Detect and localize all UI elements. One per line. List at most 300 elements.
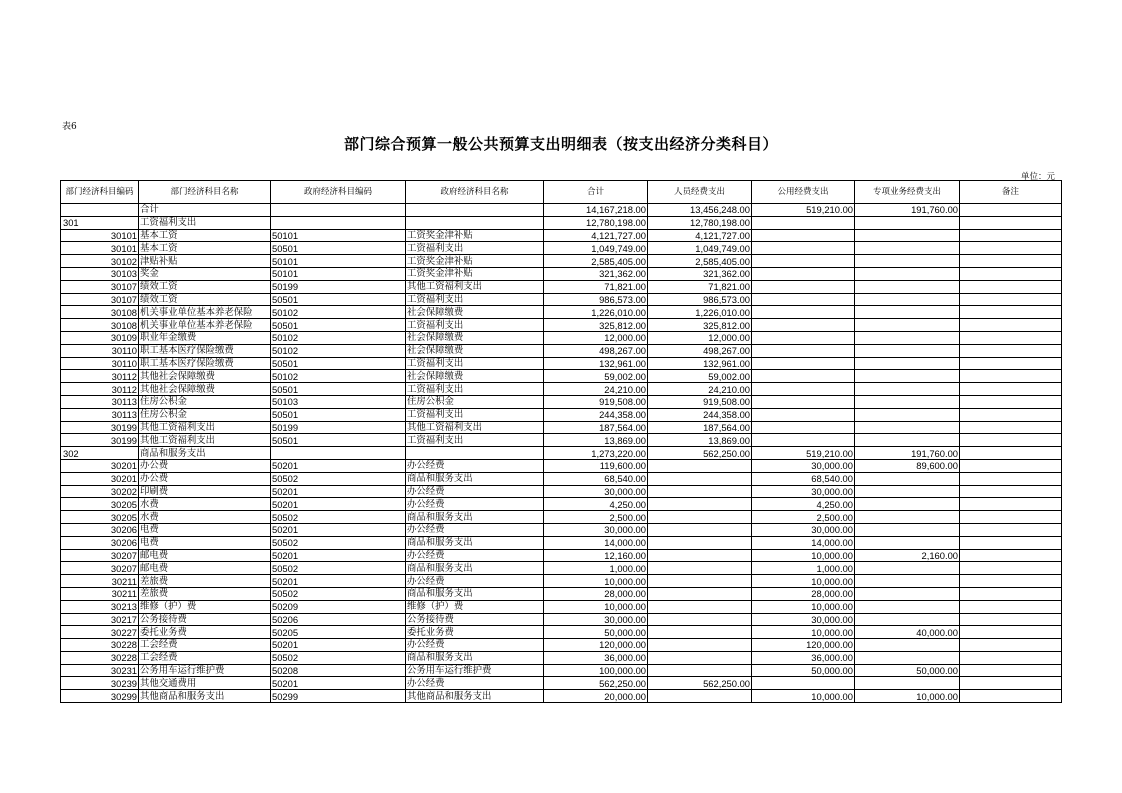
- dept-name-cell: 邮电费: [139, 562, 271, 575]
- public-cell: [752, 267, 855, 280]
- gov-code-cell: 50501: [271, 383, 406, 396]
- personnel-cell: 24,210.00: [648, 383, 752, 396]
- public-cell: 28,000.00: [752, 587, 855, 600]
- gov-code-cell: 50201: [271, 575, 406, 588]
- gov-code-cell: 50102: [271, 306, 406, 319]
- total-cell: 120,000.00: [544, 639, 648, 652]
- dept-name-cell: 职工基本医疗保险缴费: [139, 344, 271, 357]
- gov-code-cell: 50199: [271, 280, 406, 293]
- public-cell: 10,000.00: [752, 600, 855, 613]
- gov-code-cell: 50102: [271, 344, 406, 357]
- table-row: [61, 306, 1062, 319]
- dept-name-cell: 机关事业单位基本养老保险: [139, 319, 271, 332]
- total-cell: 562,250.00: [544, 677, 648, 690]
- total-cell: 100,000.00: [544, 664, 648, 677]
- dept-name-cell: 住房公积金: [139, 395, 271, 408]
- public-cell: 68,540.00: [752, 472, 855, 485]
- dept-code-cell: 30206: [61, 523, 139, 536]
- remark-cell: [960, 690, 1062, 703]
- special-cell: [855, 319, 960, 332]
- personnel-cell: 498,267.00: [648, 344, 752, 357]
- table-number: 表6: [62, 122, 77, 132]
- total-cell: 1,226,010.00: [544, 306, 648, 319]
- total-cell: 28,000.00: [544, 587, 648, 600]
- total-cell: 12,780,198.00: [544, 216, 648, 229]
- dept-name-cell: 水费: [139, 511, 271, 524]
- dept-code-cell: 30217: [61, 613, 139, 626]
- personnel-cell: [648, 690, 752, 703]
- personnel-cell: 2,585,405.00: [648, 255, 752, 268]
- gov-code-cell: 50501: [271, 408, 406, 421]
- total-cell: 119,600.00: [544, 459, 648, 472]
- remark-cell: [960, 204, 1062, 217]
- gov-name-cell: 工资奖金津补贴: [406, 255, 544, 268]
- gov-name-cell: 工资福利支出: [406, 383, 544, 396]
- public-cell: [752, 370, 855, 383]
- personnel-cell: 187,564.00: [648, 421, 752, 434]
- total-cell: 12,160.00: [544, 549, 648, 562]
- dept-name-cell: 工会经费: [139, 651, 271, 664]
- personnel-cell: [648, 626, 752, 639]
- remark-cell: [960, 293, 1062, 306]
- dept-code-cell: 30101: [61, 229, 139, 242]
- personnel-cell: [648, 651, 752, 664]
- dept-name-cell: 办公费: [139, 459, 271, 472]
- remark-cell: [960, 357, 1062, 370]
- dept-name-cell: 商品和服务支出: [139, 447, 271, 460]
- gov-name-cell: 维修（护）费: [406, 600, 544, 613]
- dept-code-cell: 30205: [61, 511, 139, 524]
- dept-name-cell: 其他工资福利支出: [139, 421, 271, 434]
- public-cell: [752, 216, 855, 229]
- total-cell: 14,000.00: [544, 536, 648, 549]
- total-cell: 4,121,727.00: [544, 229, 648, 242]
- remark-cell: [960, 395, 1062, 408]
- personnel-cell: [648, 549, 752, 562]
- dept-code-cell: 30113: [61, 408, 139, 421]
- remark-cell: [960, 626, 1062, 639]
- table-row: [61, 613, 1062, 626]
- total-cell: 30,000.00: [544, 613, 648, 626]
- gov-name-cell: 社会保障缴费: [406, 344, 544, 357]
- personnel-cell: 12,780,198.00: [648, 216, 752, 229]
- personnel-cell: 1,226,010.00: [648, 306, 752, 319]
- public-cell: [752, 344, 855, 357]
- gov-code-cell: 50501: [271, 293, 406, 306]
- gov-code-cell: 50201: [271, 523, 406, 536]
- special-cell: [855, 280, 960, 293]
- special-cell: [855, 293, 960, 306]
- total-cell: 71,821.00: [544, 280, 648, 293]
- dept-name-cell: 住房公积金: [139, 408, 271, 421]
- special-cell: [855, 523, 960, 536]
- gov-name-cell: 社会保障缴费: [406, 331, 544, 344]
- total-cell: 30,000.00: [544, 485, 648, 498]
- remark-cell: [960, 511, 1062, 524]
- remark-cell: [960, 408, 1062, 421]
- remark-cell: [960, 600, 1062, 613]
- special-cell: 50,000.00: [855, 664, 960, 677]
- table-row: [61, 204, 1062, 217]
- dept-name-cell: 水费: [139, 498, 271, 511]
- table-row: [61, 677, 1062, 690]
- dept-code-cell: 30202: [61, 485, 139, 498]
- dept-code-cell: 30113: [61, 395, 139, 408]
- remark-cell: [960, 459, 1062, 472]
- public-cell: 36,000.00: [752, 651, 855, 664]
- dept-code-cell: 30112: [61, 370, 139, 383]
- dept-code-cell: 30109: [61, 331, 139, 344]
- gov-name-cell: 办公经费: [406, 639, 544, 652]
- total-cell: 2,585,405.00: [544, 255, 648, 268]
- total-cell: 68,540.00: [544, 472, 648, 485]
- dept-name-cell: 其他交通费用: [139, 677, 271, 690]
- dept-code-cell: 30207: [61, 562, 139, 575]
- public-cell: 1,000.00: [752, 562, 855, 575]
- total-cell: 1,000.00: [544, 562, 648, 575]
- gov-name-cell: 工资福利支出: [406, 408, 544, 421]
- gov-name-cell: 商品和服务支出: [406, 587, 544, 600]
- special-cell: 89,600.00: [855, 459, 960, 472]
- dept-code-cell: 30199: [61, 434, 139, 447]
- table-row: [61, 511, 1062, 524]
- gov-code-cell: [271, 447, 406, 460]
- personnel-cell: 13,869.00: [648, 434, 752, 447]
- remark-cell: [960, 331, 1062, 344]
- remark-cell: [960, 434, 1062, 447]
- table-row: [61, 370, 1062, 383]
- table-row: [61, 651, 1062, 664]
- public-cell: 30,000.00: [752, 523, 855, 536]
- public-cell: [752, 421, 855, 434]
- gov-code-cell: 50103: [271, 395, 406, 408]
- dept-name-cell: 职工基本医疗保险缴费: [139, 357, 271, 370]
- gov-code-cell: 50201: [271, 639, 406, 652]
- table-row: [61, 242, 1062, 255]
- remark-cell: [960, 370, 1062, 383]
- table-row: [61, 549, 1062, 562]
- table-row: [61, 498, 1062, 511]
- personnel-cell: [648, 639, 752, 652]
- gov-code-cell: 50502: [271, 587, 406, 600]
- total-cell: 2,500.00: [544, 511, 648, 524]
- dept-name-cell: 其他工资福利支出: [139, 434, 271, 447]
- dept-code-cell: 30213: [61, 600, 139, 613]
- public-cell: [752, 395, 855, 408]
- gov-code-cell: 50101: [271, 267, 406, 280]
- personnel-cell: 325,812.00: [648, 319, 752, 332]
- special-cell: [855, 485, 960, 498]
- total-cell: 498,267.00: [544, 344, 648, 357]
- remark-cell: [960, 664, 1062, 677]
- column-header: 政府经济科目名称: [406, 181, 544, 204]
- public-cell: 30,000.00: [752, 613, 855, 626]
- gov-name-cell: 工资福利支出: [406, 434, 544, 447]
- gov-name-cell: 办公经费: [406, 677, 544, 690]
- dept-code-cell: 30201: [61, 459, 139, 472]
- table-row: [61, 472, 1062, 485]
- special-cell: [855, 421, 960, 434]
- total-cell: 321,362.00: [544, 267, 648, 280]
- gov-name-cell: 办公经费: [406, 523, 544, 536]
- gov-code-cell: 50201: [271, 459, 406, 472]
- total-cell: 59,002.00: [544, 370, 648, 383]
- personnel-cell: 12,000.00: [648, 331, 752, 344]
- dept-code-cell: 30231: [61, 664, 139, 677]
- gov-code-cell: 50205: [271, 626, 406, 639]
- personnel-cell: [648, 587, 752, 600]
- public-cell: [752, 319, 855, 332]
- special-cell: [855, 498, 960, 511]
- total-cell: 30,000.00: [544, 523, 648, 536]
- dept-name-cell: 公务接待费: [139, 613, 271, 626]
- remark-cell: [960, 472, 1062, 485]
- total-cell: 20,000.00: [544, 690, 648, 703]
- dept-code-cell: 30112: [61, 383, 139, 396]
- public-cell: [752, 242, 855, 255]
- total-cell: 986,573.00: [544, 293, 648, 306]
- table-row: [61, 395, 1062, 408]
- remark-cell: [960, 280, 1062, 293]
- personnel-cell: 986,573.00: [648, 293, 752, 306]
- gov-name-cell: 工资福利支出: [406, 293, 544, 306]
- remark-cell: [960, 536, 1062, 549]
- gov-code-cell: 50501: [271, 242, 406, 255]
- public-cell: 519,210.00: [752, 447, 855, 460]
- total-cell: 244,358.00: [544, 408, 648, 421]
- gov-code-cell: 50201: [271, 677, 406, 690]
- dept-name-cell: 机关事业单位基本养老保险: [139, 306, 271, 319]
- total-cell: 1,273,220.00: [544, 447, 648, 460]
- gov-code-cell: 50502: [271, 511, 406, 524]
- gov-code-cell: 50502: [271, 562, 406, 575]
- table-row: [61, 344, 1062, 357]
- table-row: [61, 434, 1062, 447]
- remark-cell: [960, 549, 1062, 562]
- total-cell: 13,869.00: [544, 434, 648, 447]
- dept-code-cell: 30201: [61, 472, 139, 485]
- table-row: [61, 523, 1062, 536]
- remark-cell: [960, 498, 1062, 511]
- special-cell: [855, 216, 960, 229]
- public-cell: [752, 280, 855, 293]
- remark-cell: [960, 677, 1062, 690]
- public-cell: [752, 408, 855, 421]
- personnel-cell: 1,049,749.00: [648, 242, 752, 255]
- dept-code-cell: 30206: [61, 536, 139, 549]
- public-cell: 120,000.00: [752, 639, 855, 652]
- special-cell: [855, 677, 960, 690]
- gov-code-cell: 50102: [271, 370, 406, 383]
- gov-name-cell: 办公经费: [406, 459, 544, 472]
- remark-cell: [960, 421, 1062, 434]
- remark-cell: [960, 562, 1062, 575]
- dept-name-cell: 其他社会保障缴费: [139, 383, 271, 396]
- personnel-cell: [648, 511, 752, 524]
- dept-code-cell: 30110: [61, 357, 139, 370]
- public-cell: [752, 383, 855, 396]
- total-cell: 36,000.00: [544, 651, 648, 664]
- personnel-cell: 71,821.00: [648, 280, 752, 293]
- dept-name-cell: 绩效工资: [139, 280, 271, 293]
- personnel-cell: 244,358.00: [648, 408, 752, 421]
- table-row: [61, 587, 1062, 600]
- dept-code-cell: 30228: [61, 639, 139, 652]
- table-row: [61, 331, 1062, 344]
- personnel-cell: 562,250.00: [648, 677, 752, 690]
- gov-name-cell: 公务用车运行维护费: [406, 664, 544, 677]
- dept-code-cell: 301: [61, 216, 139, 229]
- dept-name-cell: 基本工资: [139, 242, 271, 255]
- dept-name-cell: 职业年金缴费: [139, 331, 271, 344]
- gov-code-cell: 50501: [271, 319, 406, 332]
- public-cell: 2,500.00: [752, 511, 855, 524]
- page-title: 部门综合预算一般公共预算支出明细表（按支出经济分类科目）: [343, 135, 778, 153]
- dept-code-cell: 302: [61, 447, 139, 460]
- special-cell: [855, 511, 960, 524]
- remark-cell: [960, 651, 1062, 664]
- budget-table: [60, 180, 1062, 703]
- public-cell: 519,210.00: [752, 204, 855, 217]
- gov-code-cell: 50101: [271, 229, 406, 242]
- personnel-cell: [648, 664, 752, 677]
- personnel-cell: [648, 523, 752, 536]
- dept-code-cell: 30299: [61, 690, 139, 703]
- personnel-cell: 562,250.00: [648, 447, 752, 460]
- gov-name-cell: 其他商品和服务支出: [406, 690, 544, 703]
- public-cell: 4,250.00: [752, 498, 855, 511]
- gov-code-cell: 50102: [271, 331, 406, 344]
- gov-name-cell: 其他工资福利支出: [406, 421, 544, 434]
- gov-code-cell: 50208: [271, 664, 406, 677]
- special-cell: [855, 536, 960, 549]
- public-cell: [752, 677, 855, 690]
- total-cell: 12,000.00: [544, 331, 648, 344]
- gov-code-cell: 50501: [271, 434, 406, 447]
- gov-name-cell: 办公经费: [406, 485, 544, 498]
- public-cell: [752, 331, 855, 344]
- gov-name-cell: 公务接待费: [406, 613, 544, 626]
- gov-code-cell: 50201: [271, 549, 406, 562]
- special-cell: 2,160.00: [855, 549, 960, 562]
- dept-code-cell: 30205: [61, 498, 139, 511]
- special-cell: [855, 229, 960, 242]
- table-row: [61, 280, 1062, 293]
- public-cell: [752, 434, 855, 447]
- gov-name-cell: 工资福利支出: [406, 319, 544, 332]
- table-row: [61, 447, 1062, 460]
- special-cell: 191,760.00: [855, 447, 960, 460]
- public-cell: 14,000.00: [752, 536, 855, 549]
- table-row: [61, 267, 1062, 280]
- dept-code-cell: 30110: [61, 344, 139, 357]
- personnel-cell: [648, 459, 752, 472]
- dept-name-cell: 办公费: [139, 472, 271, 485]
- gov-code-cell: 50501: [271, 357, 406, 370]
- table-row: [61, 293, 1062, 306]
- total-cell: 187,564.00: [544, 421, 648, 434]
- gov-name-cell: 商品和服务支出: [406, 651, 544, 664]
- personnel-cell: 321,362.00: [648, 267, 752, 280]
- gov-name-cell: 办公经费: [406, 575, 544, 588]
- table-row: [61, 459, 1062, 472]
- gov-code-cell: [271, 204, 406, 217]
- table-header-row: [61, 181, 1062, 204]
- column-header: 部门经济科目名称: [139, 181, 271, 204]
- table-row: [61, 408, 1062, 421]
- remark-cell: [960, 613, 1062, 626]
- column-header: 合计: [544, 181, 648, 204]
- total-cell: 919,508.00: [544, 395, 648, 408]
- dept-name-cell: 津贴补贴: [139, 255, 271, 268]
- column-header: 人员经费支出: [648, 181, 752, 204]
- dept-code-cell: 30227: [61, 626, 139, 639]
- special-cell: [855, 613, 960, 626]
- personnel-cell: [648, 613, 752, 626]
- gov-name-cell: 办公经费: [406, 498, 544, 511]
- special-cell: [855, 242, 960, 255]
- table-row: [61, 562, 1062, 575]
- remark-cell: [960, 216, 1062, 229]
- special-cell: [855, 255, 960, 268]
- special-cell: [855, 651, 960, 664]
- public-cell: [752, 357, 855, 370]
- column-header: 公用经费支出: [752, 181, 855, 204]
- remark-cell: [960, 344, 1062, 357]
- remark-cell: [960, 523, 1062, 536]
- personnel-cell: 919,508.00: [648, 395, 752, 408]
- column-header: 部门经济科目编码: [61, 181, 139, 204]
- remark-cell: [960, 255, 1062, 268]
- personnel-cell: 59,002.00: [648, 370, 752, 383]
- special-cell: [855, 370, 960, 383]
- remark-cell: [960, 639, 1062, 652]
- dept-code-cell: 30107: [61, 280, 139, 293]
- gov-code-cell: 50101: [271, 255, 406, 268]
- public-cell: [752, 306, 855, 319]
- dept-name-cell: 其他商品和服务支出: [139, 690, 271, 703]
- column-header: 备注: [960, 181, 1062, 204]
- special-cell: [855, 434, 960, 447]
- total-cell: 10,000.00: [544, 600, 648, 613]
- gov-code-cell: 50299: [271, 690, 406, 703]
- special-cell: [855, 639, 960, 652]
- public-cell: 50,000.00: [752, 664, 855, 677]
- special-cell: [855, 562, 960, 575]
- table-row: [61, 485, 1062, 498]
- personnel-cell: 132,961.00: [648, 357, 752, 370]
- special-cell: [855, 357, 960, 370]
- gov-code-cell: 50201: [271, 485, 406, 498]
- gov-code-cell: 50502: [271, 651, 406, 664]
- gov-name-cell: 工资福利支出: [406, 357, 544, 370]
- dept-name-cell: 电费: [139, 523, 271, 536]
- total-cell: 10,000.00: [544, 575, 648, 588]
- column-header: 专项业务经费支出: [855, 181, 960, 204]
- special-cell: [855, 344, 960, 357]
- dept-name-cell: 邮电费: [139, 549, 271, 562]
- gov-name-cell: 商品和服务支出: [406, 511, 544, 524]
- dept-code-cell: 30102: [61, 255, 139, 268]
- public-cell: 10,000.00: [752, 575, 855, 588]
- dept-name-cell: 合计: [139, 204, 271, 217]
- dept-name-cell: 维修（护）费: [139, 600, 271, 613]
- personnel-cell: 13,456,248.00: [648, 204, 752, 217]
- remark-cell: [960, 319, 1062, 332]
- gov-name-cell: 其他工资福利支出: [406, 280, 544, 293]
- gov-code-cell: 50201: [271, 498, 406, 511]
- gov-code-cell: [271, 216, 406, 229]
